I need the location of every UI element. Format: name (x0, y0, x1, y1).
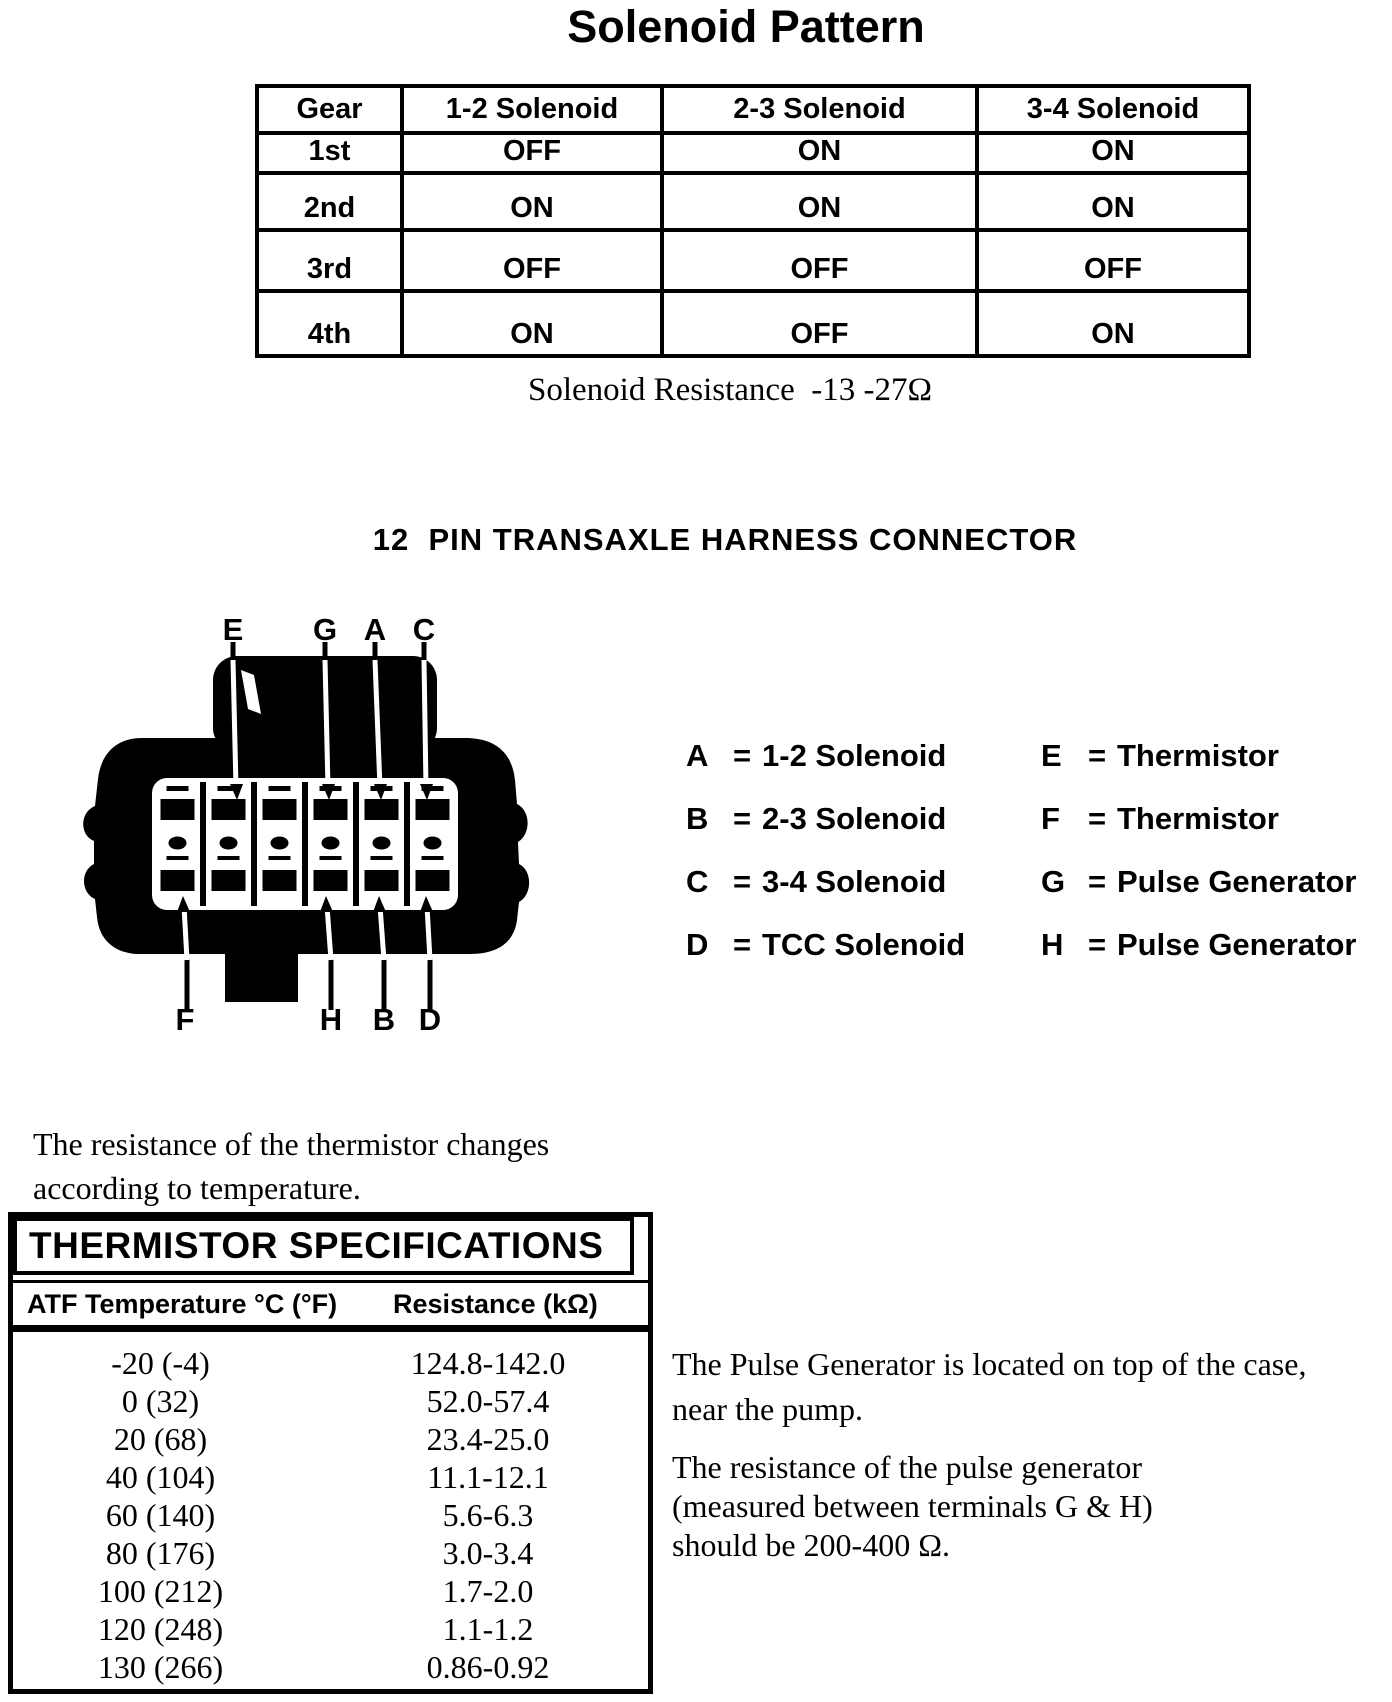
connector-terminal-shape (373, 837, 391, 850)
solenoid-state-cell: ON (664, 175, 979, 232)
thermistor-spec-table (8, 1212, 653, 1694)
connector-terminal-shape (353, 782, 359, 906)
temperature-value: 20 (68) (113, 1421, 208, 1457)
legend-item-H (1041, 927, 1356, 963)
temperature-value: 40 (104) (105, 1459, 216, 1495)
legend-pin-desc: 2-3 Solenoid (762, 801, 947, 836)
connector-heading: 12 PIN TRANSAXLE HARNESS CONNECTOR (372, 522, 1078, 557)
connector-terminal-shape (161, 799, 195, 820)
pg-para1-line1: The Pulse Generator is located on top of the case, (672, 1346, 1307, 1382)
legend-item-E (1041, 738, 1279, 774)
solenoid-state-cell: ON (404, 293, 664, 354)
temperature-value: 80 (176) (105, 1535, 216, 1571)
pin-label-D: D (418, 1002, 442, 1037)
thermistor-row (13, 1344, 648, 1382)
gear-cell: 1st (259, 135, 404, 175)
resistance-value: 11.1-12.1 (427, 1459, 549, 1495)
connector-terminal-shape (422, 856, 444, 860)
connector-terminal-shape (314, 799, 348, 820)
connector-terminal-shape (314, 870, 348, 891)
connector-terminal-shape (302, 782, 308, 906)
connector-terminal-shape (416, 799, 450, 820)
thermistor-row (13, 1572, 648, 1610)
resistance-value: 1.7-2.0 (442, 1573, 534, 1609)
legend-item-F (1041, 801, 1279, 837)
solenoid-pattern-table (255, 84, 1251, 358)
legend-pin-letter: D (686, 927, 709, 962)
solenoid-state-cell: ON (664, 135, 979, 175)
column-header-23-solenoid: 2-3 Solenoid (664, 88, 979, 135)
resistance-value: 52.0-57.4 (426, 1383, 550, 1419)
legend-pin-desc: 3-4 Solenoid (762, 864, 947, 899)
solenoid-state-cell: OFF (404, 232, 664, 293)
legend-pin-letter: G (1041, 864, 1066, 899)
thermistor-row (13, 1534, 648, 1572)
connector-terminal-shape (200, 782, 206, 906)
pin-label-C: C (412, 612, 436, 647)
legend-pin-desc: TCC Solenoid (762, 927, 966, 962)
temperature-value: 130 (266) (97, 1649, 224, 1685)
pg-para1-line2: near the pump. (672, 1391, 864, 1427)
legend-item-D (686, 927, 965, 963)
connector-terminal-shape (263, 870, 297, 891)
solenoid-state-cell: OFF (404, 135, 664, 175)
solenoid-state-cell: OFF (664, 293, 979, 354)
connector-terminal-shape (371, 856, 393, 860)
temperature-value: 100 (212) (97, 1573, 224, 1609)
temperature-value: 120 (248) (97, 1611, 224, 1647)
solenoid-state-cell: OFF (664, 232, 979, 293)
connector-terminal-shape (251, 782, 257, 906)
resistance-value: 23.4-25.0 (426, 1421, 550, 1457)
connector-terminal-shape (271, 837, 289, 850)
legend-item-A (686, 738, 946, 774)
legend-pin-letter: H (1041, 927, 1064, 962)
connector-terminal-shape (365, 870, 399, 891)
legend-item-B (686, 801, 946, 837)
connector-terminal-shape (169, 837, 187, 850)
legend-pin-desc: Pulse Generator (1117, 864, 1357, 899)
solenoid-resistance-note: Solenoid Resistance -13 -27Ω (528, 372, 932, 408)
gear-cell: 4th (259, 293, 404, 354)
thermistor-row (13, 1420, 648, 1458)
legend-item-C (686, 864, 946, 900)
thermistor-row (13, 1458, 648, 1496)
equals-sign: = (1087, 927, 1107, 962)
connector-terminal-shape (322, 837, 340, 850)
temperature-value: -20 (-4) (111, 1345, 210, 1381)
legend-item-G (1041, 864, 1356, 900)
connector-terminal-shape (263, 799, 297, 820)
equals-sign: = (1087, 864, 1107, 899)
column-header-atf-temperature: ATF Temperature °C (°F) (27, 1288, 338, 1319)
column-header-34-solenoid: 3-4 Solenoid (979, 88, 1247, 135)
resistance-value: 0.86-0.92 (426, 1649, 550, 1685)
thermistor-table-title: THERMISTOR SPECIFICATIONS (13, 1217, 634, 1275)
pg-para2-line3: should be 200-400 Ω. (672, 1527, 950, 1563)
equals-sign: = (732, 738, 752, 773)
gear-cell: 3rd (259, 232, 404, 293)
connector-terminal-shape (167, 786, 189, 791)
connector-terminal-shape (212, 799, 246, 820)
thermistor-row (13, 1610, 648, 1648)
solenoid-state-cell: OFF (979, 232, 1247, 293)
connector-terminal-shape (218, 856, 240, 860)
resistance-value: 1.1-1.2 (442, 1611, 534, 1647)
connector-pin-field (161, 782, 450, 906)
equals-sign: = (1087, 801, 1107, 836)
legend-pin-letter: B (686, 801, 709, 836)
pin-label-H: H (319, 1002, 343, 1037)
equals-sign: = (1087, 738, 1107, 773)
thermistor-table-header (13, 1280, 648, 1332)
connector-terminal-shape (161, 870, 195, 891)
pg-para2-line1: The resistance of the pulse generator (672, 1449, 1143, 1485)
connector-terminal-shape (320, 856, 342, 860)
temperature-value: 0 (32) (121, 1383, 200, 1419)
legend-pin-desc: Pulse Generator (1117, 927, 1357, 962)
equals-sign: = (732, 864, 752, 899)
pin-label-F: F (175, 1002, 195, 1037)
pin-label-G: G (312, 612, 338, 647)
connector-terminal-shape (365, 799, 399, 820)
thermistor-table-rows (13, 1332, 648, 1686)
pin-label-B: B (372, 1002, 396, 1037)
solenoid-state-cell: ON (979, 135, 1247, 175)
connector-terminal-shape (404, 782, 410, 906)
pin-label-A: A (363, 612, 387, 647)
thermistor-row (13, 1382, 648, 1420)
legend-pin-desc: Thermistor (1117, 738, 1279, 773)
legend-pin-letter: A (686, 738, 709, 773)
solenoid-state-cell: ON (1091, 318, 1135, 350)
connector-terminal-shape (212, 870, 246, 891)
connector-terminal-shape (416, 870, 450, 891)
pulse-generator-resistance-note (672, 1448, 1392, 1565)
thermistor-row (13, 1648, 648, 1686)
pg-para2-line2: (measured between terminals G & H) (672, 1488, 1153, 1524)
thermistor-row (13, 1496, 648, 1534)
legend-pin-letter: E (1041, 738, 1062, 773)
connector-terminal-shape (220, 837, 238, 850)
legend-pin-desc: Thermistor (1117, 801, 1279, 836)
connector-terminal-shape (269, 856, 291, 860)
gear-cell: 2nd (259, 175, 404, 232)
connector-terminal-shape (269, 786, 291, 791)
pulse-generator-location-note (672, 1342, 1392, 1432)
legend-pin-letter: F (1041, 801, 1060, 836)
resistance-value: 3.0-3.4 (442, 1535, 534, 1571)
column-header-resistance: Resistance (kΩ) (393, 1288, 598, 1319)
connector-diagram (70, 590, 550, 1050)
legend-pin-letter: C (686, 864, 709, 899)
equals-sign: = (732, 801, 752, 836)
pin-label-E: E (222, 612, 244, 647)
resistance-value: 124.8-142.0 (410, 1345, 566, 1381)
solenoid-state-cell: ON (979, 175, 1247, 232)
connector-terminal-shape (167, 856, 189, 860)
temperature-value: 60 (140) (105, 1497, 216, 1533)
thermistor-intro-line2: according to temperature. (33, 1170, 361, 1206)
thermistor-intro-text (33, 1122, 653, 1210)
column-header-gear: Gear (259, 88, 404, 135)
legend-pin-desc: 1-2 Solenoid (762, 738, 947, 773)
resistance-value: 5.6-6.3 (442, 1497, 534, 1533)
page-title: Solenoid Pattern (567, 1, 925, 52)
connector-terminal-shape (424, 837, 442, 850)
column-header-12-solenoid: 1-2 Solenoid (404, 88, 664, 135)
thermistor-intro-line1: The resistance of the thermistor changes (33, 1126, 550, 1162)
equals-sign: = (732, 927, 752, 962)
solenoid-state-cell: ON (404, 175, 664, 232)
